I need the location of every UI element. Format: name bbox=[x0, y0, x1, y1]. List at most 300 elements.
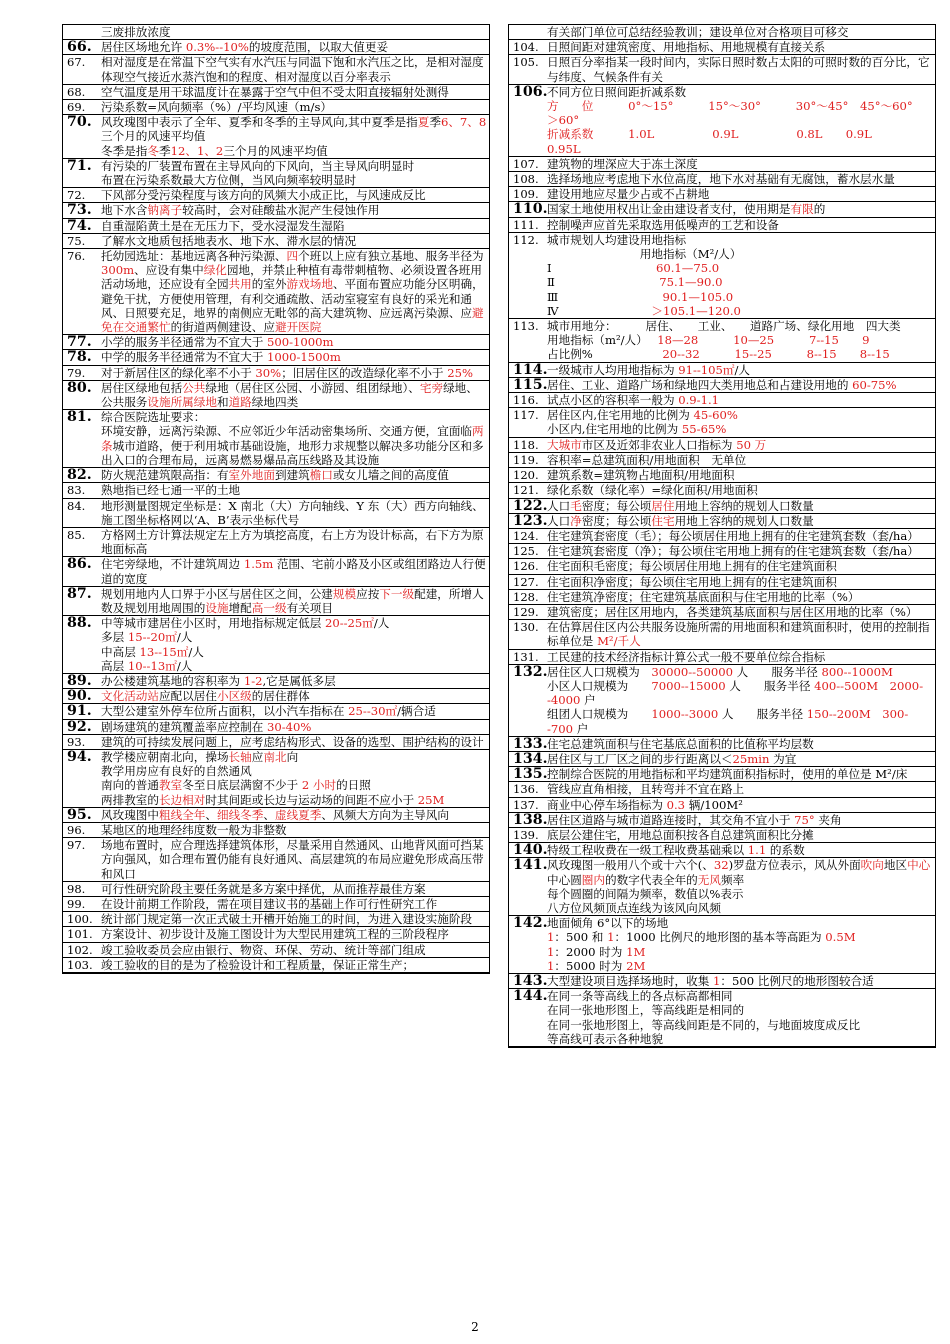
item-line bbox=[101, 55, 487, 83]
item-line bbox=[547, 187, 933, 201]
body-text: 建筑系数=建筑物占地面积/用地面积 bbox=[547, 468, 735, 483]
item-number: 126. bbox=[509, 559, 545, 574]
body-text: 应按 bbox=[356, 586, 380, 601]
body-text: 场地布置时，应合理选择建筑体形，尽量采用自然通风、山地背风面可挡某方向强风，如合理布置仍能有良好通风、高层建筑的布局应避免形成高压带和风口 bbox=[101, 838, 484, 881]
list-item bbox=[509, 468, 935, 483]
item-line bbox=[547, 665, 933, 679]
left-column bbox=[62, 24, 490, 974]
item-number: 143. bbox=[509, 974, 545, 989]
item-line bbox=[547, 752, 933, 766]
item-number: 139. bbox=[509, 827, 545, 842]
item-line bbox=[101, 159, 487, 173]
item-number: 105. bbox=[509, 55, 545, 84]
list-item bbox=[509, 620, 935, 649]
item-line bbox=[101, 173, 487, 187]
list-item bbox=[509, 187, 935, 202]
item-line bbox=[101, 188, 487, 202]
list-item bbox=[63, 84, 489, 99]
body-text: Ⅱ bbox=[547, 275, 660, 290]
item-line bbox=[547, 767, 933, 781]
body-text: Ⅳ bbox=[547, 303, 652, 318]
body-text: 在同一张地形图上，等高线间距是不同的，与地面坡度成反比 bbox=[547, 1017, 861, 1032]
item-line bbox=[547, 99, 936, 128]
list-item bbox=[509, 393, 935, 408]
body-text: /辆合适 bbox=[397, 704, 436, 719]
item-line bbox=[547, 945, 933, 959]
item-line bbox=[547, 40, 933, 54]
item-line bbox=[101, 897, 487, 911]
item-number: 131. bbox=[509, 649, 545, 664]
item-line bbox=[547, 233, 933, 247]
body-text: 占比例% bbox=[547, 347, 663, 362]
item-number: 132. bbox=[509, 664, 545, 736]
list-item bbox=[63, 468, 489, 483]
body-text: 人 服务半径 bbox=[725, 678, 815, 693]
item-text bbox=[545, 483, 935, 498]
item-number: 76. bbox=[63, 249, 99, 335]
body-text: ：500 和 bbox=[554, 930, 608, 945]
body-text: 风玫瑰图中表示了全年、夏季和冬季的主导风向,其中夏季是指 bbox=[101, 115, 418, 130]
body-text: 、应设有集中 bbox=[134, 263, 204, 278]
highlight-text: 25--30㎡ bbox=[348, 704, 398, 719]
item-number: 73. bbox=[63, 203, 99, 218]
highlight-text: 居住 bbox=[651, 498, 675, 513]
item-text bbox=[545, 187, 935, 202]
body-text: 居住区内,住宅用地的比例为 bbox=[547, 408, 694, 423]
list-item bbox=[509, 156, 935, 171]
item-text bbox=[99, 616, 489, 674]
highlight-text: 13--15㎡ bbox=[139, 644, 189, 659]
highlight-text: 避开医院 bbox=[274, 320, 322, 335]
body-text: 用地上容纳的规划人口数量 bbox=[674, 498, 814, 513]
item-number: 127. bbox=[509, 574, 545, 589]
body-text: 综合医院选址要求： bbox=[101, 410, 206, 425]
page-number: 2 bbox=[471, 1320, 479, 1334]
body-text: 地区 bbox=[883, 858, 908, 873]
item-text bbox=[99, 704, 489, 719]
item-number: 137. bbox=[509, 797, 545, 812]
left-items bbox=[63, 25, 489, 973]
list-item bbox=[63, 218, 489, 233]
item-line bbox=[547, 1003, 933, 1017]
highlight-text: 两条 bbox=[101, 424, 484, 453]
item-text bbox=[545, 620, 935, 649]
item-text bbox=[99, 822, 489, 837]
body-text: 办公楼建筑基地的容积率为 bbox=[101, 673, 244, 688]
item-line bbox=[547, 347, 933, 361]
list-item bbox=[63, 927, 489, 942]
highlight-text: 2M bbox=[626, 958, 646, 973]
highlight-text: 1M bbox=[626, 944, 646, 959]
list-item bbox=[509, 232, 935, 318]
body-text: 的数字代表全年的 bbox=[605, 872, 698, 887]
body-text: 居住区道路与城市道路连接时，其交角不宜小于 bbox=[547, 812, 795, 827]
highlight-text: 虚线夏季 bbox=[274, 807, 322, 822]
item-number: 74. bbox=[63, 218, 99, 233]
item-line bbox=[101, 85, 487, 99]
item-line bbox=[101, 100, 487, 114]
item-number: 128. bbox=[509, 589, 545, 604]
item-number: 107. bbox=[509, 156, 545, 171]
highlight-text: 55-65% bbox=[681, 422, 727, 437]
body-text: 的系数 bbox=[766, 843, 805, 858]
highlight-text: 无风 bbox=[697, 872, 721, 887]
body-text: 试点小区的容积率一般为 bbox=[547, 393, 679, 408]
list-item bbox=[509, 362, 935, 377]
item-text bbox=[99, 218, 489, 233]
item-line bbox=[101, 645, 487, 659]
item-text bbox=[545, 498, 935, 513]
highlight-text: 室外地面 bbox=[228, 468, 275, 483]
item-line bbox=[547, 202, 933, 216]
list-item bbox=[509, 559, 935, 574]
item-text bbox=[99, 25, 489, 40]
body-text: 不同方位日照间距折减系数 bbox=[547, 84, 687, 99]
highlight-text: 150--200M 300--700 bbox=[547, 707, 909, 736]
item-number: 144. bbox=[509, 989, 545, 1047]
body-text: 有关部门单位可总结经验教训；建设单位对合格项目可移交 bbox=[547, 25, 849, 39]
item-text bbox=[99, 483, 489, 498]
item-line bbox=[547, 499, 933, 513]
list-item bbox=[63, 838, 489, 882]
item-text bbox=[545, 393, 935, 408]
highlight-text: 12、1、2 bbox=[170, 143, 224, 158]
item-text bbox=[545, 468, 935, 483]
list-item bbox=[63, 498, 489, 527]
list-item bbox=[63, 896, 489, 911]
item-number: 106. bbox=[509, 84, 545, 156]
item-text bbox=[99, 586, 489, 615]
item-number: 117. bbox=[509, 408, 545, 437]
item-text bbox=[545, 989, 935, 1047]
item-number: 140. bbox=[509, 843, 545, 858]
body-text: 住宅旁绿地，不计建筑周边 bbox=[101, 557, 244, 572]
item-line bbox=[101, 528, 487, 556]
body-text: 方格网土方计算法规定左上方为填挖高度，右上方为设计标高，右下方为原地面标高 bbox=[101, 527, 484, 557]
list-item bbox=[509, 452, 935, 467]
body-text: 户 bbox=[573, 721, 589, 736]
body-text: 居住区与工厂区之间的步行距离以＜ bbox=[547, 751, 733, 766]
highlight-text: 细线冬季 bbox=[216, 807, 264, 822]
item-line bbox=[101, 203, 487, 217]
item-line bbox=[547, 737, 933, 751]
item-text bbox=[99, 807, 489, 822]
item-line bbox=[547, 55, 933, 83]
body-text: 和 bbox=[216, 395, 229, 410]
body-text: 多层 bbox=[101, 630, 128, 645]
item-line bbox=[547, 901, 933, 915]
item-text bbox=[545, 827, 935, 842]
item-line bbox=[101, 350, 487, 364]
item-text bbox=[545, 767, 935, 782]
highlight-text: 0.3%--10% bbox=[185, 40, 249, 55]
item-line bbox=[101, 704, 487, 718]
highlight-text: 25M bbox=[417, 792, 445, 807]
body-text: 在估算居住区内公共服务设施所需的用地面积和建筑面积时，使用的控制指标单位是 bbox=[547, 620, 930, 649]
body-text: 住宅建筑净密度；住宅建筑基底面积与住宅用地的比率（%） bbox=[547, 589, 860, 604]
item-number: 118. bbox=[509, 437, 545, 452]
item-line bbox=[101, 630, 487, 644]
body-text: /人 bbox=[188, 644, 204, 659]
item-number: 77. bbox=[63, 335, 99, 350]
item-text bbox=[99, 410, 489, 468]
list-item bbox=[63, 527, 489, 556]
list-item bbox=[509, 989, 935, 1047]
item-text bbox=[545, 604, 935, 619]
body-text: 一级城市人均用地指标为 bbox=[547, 362, 679, 377]
highlight-text: 1 bbox=[547, 944, 555, 959]
list-item bbox=[509, 25, 935, 40]
item-number: 95. bbox=[63, 807, 99, 822]
body-text: 地形测量图规定坐标是：X 南北（大）方向轴线、Y 东（大）西方向轴线、施工图坐标格网以‘A、B’表示坐标代号 bbox=[101, 498, 484, 527]
body-text: 某地区的地理经纬度数一般为非整数 bbox=[101, 822, 287, 837]
highlight-text: 400--500M 2000--4000 bbox=[547, 678, 924, 708]
item-number: 109. bbox=[509, 187, 545, 202]
list-item bbox=[63, 957, 489, 972]
item-line bbox=[547, 438, 933, 452]
item-text bbox=[99, 942, 489, 957]
item-number: 133. bbox=[509, 736, 545, 751]
item-line bbox=[101, 838, 487, 881]
highlight-text: 檐口 bbox=[309, 468, 333, 483]
body-text: 地下水含 bbox=[101, 203, 148, 218]
item-number: 100. bbox=[63, 912, 99, 927]
body-text: 用地上容纳的规划人口数量 bbox=[674, 513, 814, 528]
item-number: 136. bbox=[509, 782, 545, 797]
body-text: )罗盘方位表示，风从外面 bbox=[728, 858, 861, 873]
item-line bbox=[547, 1032, 933, 1046]
list-item bbox=[63, 410, 489, 468]
body-text: 住宅建筑套密度（毛）；每公顷居住用地上拥有的住宅建筑套数（套/ha） bbox=[547, 528, 919, 543]
item-line bbox=[547, 468, 933, 482]
body-text: 住宅面积毛密度；每公顷居住用地上拥有的住宅建筑面积 bbox=[547, 559, 837, 574]
item-line bbox=[101, 249, 487, 334]
item-number: 71. bbox=[63, 158, 99, 187]
item-number: 66. bbox=[63, 40, 99, 55]
item-text bbox=[545, 319, 935, 363]
body-text: 有污染的厂装置布置在主导风向的下风向，当主导风向明显时 bbox=[101, 158, 415, 173]
item-number: 103. bbox=[63, 957, 99, 972]
list-item bbox=[509, 604, 935, 619]
item-line bbox=[101, 219, 487, 233]
item-text bbox=[545, 843, 935, 858]
highlight-text: 吹向 bbox=[860, 858, 884, 873]
item-text bbox=[99, 527, 489, 556]
body-text: 管线应直角相接，且转弯并不宜在路上 bbox=[547, 782, 745, 797]
item-line bbox=[547, 333, 933, 347]
body-text: 风玫瑰图一般用八个或十六个(、 bbox=[547, 858, 714, 873]
body-text: 熟地指已经七通一平的土地 bbox=[101, 483, 241, 498]
item-text bbox=[545, 559, 935, 574]
item-line bbox=[547, 127, 933, 155]
item-number: 122. bbox=[509, 498, 545, 513]
highlight-text: 300m bbox=[101, 263, 135, 278]
highlight-text: 道路 bbox=[228, 395, 252, 410]
item-line bbox=[101, 882, 487, 896]
body-text: 三个月的风速平均值 bbox=[101, 129, 206, 144]
item-line bbox=[101, 793, 487, 807]
list-item bbox=[509, 751, 935, 766]
list-item bbox=[509, 55, 935, 84]
item-text bbox=[545, 589, 935, 604]
item-text bbox=[545, 25, 935, 40]
highlight-text: 7000--15000 bbox=[651, 678, 726, 693]
item-text bbox=[99, 335, 489, 350]
body-text: 在设计前期工作阶段，需在项目建议书的基础上作可行性研究工作 bbox=[101, 896, 438, 911]
item-number: 130. bbox=[509, 620, 545, 649]
highlight-text: 1 bbox=[713, 974, 721, 988]
body-text: 大型建设项目选择场地时，收集 bbox=[547, 974, 713, 988]
item-number: 113. bbox=[509, 319, 545, 363]
body-text: 夹角 bbox=[814, 812, 842, 827]
item-text bbox=[545, 452, 935, 467]
item-line bbox=[547, 559, 933, 573]
list-item bbox=[63, 115, 489, 159]
item-number: 102. bbox=[63, 942, 99, 957]
body-text: 竣工验收委员会应由银行、物资、环保、劳动、统计等部门组成 bbox=[101, 942, 426, 957]
body-text: 季 bbox=[159, 143, 171, 158]
item-number bbox=[509, 25, 545, 40]
item-text bbox=[545, 797, 935, 812]
item-line bbox=[547, 813, 933, 827]
list-item bbox=[63, 483, 489, 498]
highlight-text: 90.1—105.0 bbox=[662, 289, 734, 304]
body-text: 较高时，会对硅酸盐水泥产生侵蚀作用 bbox=[182, 203, 380, 218]
list-item bbox=[63, 719, 489, 734]
list-item bbox=[509, 767, 935, 782]
highlight-text: 教室 bbox=[158, 778, 183, 793]
body-text: 的街道两侧建设、应 bbox=[170, 320, 275, 335]
highlight-text: 高一级 bbox=[251, 600, 287, 615]
list-item bbox=[509, 649, 935, 664]
highlight-text: 30% bbox=[255, 365, 282, 380]
body-text: 国家土地使用权出让金由建设者支付，使用期是 bbox=[547, 202, 791, 217]
body-text: 个班以上应有独立基地、服务半径为 bbox=[298, 249, 484, 264]
list-item bbox=[509, 664, 935, 736]
item-text bbox=[545, 974, 935, 989]
list-item bbox=[509, 217, 935, 232]
body-text: 两排教室的 bbox=[101, 792, 159, 807]
item-line bbox=[547, 304, 933, 318]
body-text: 住宅建筑套密度（净）；每公顷住宅用地上拥有的住宅建筑套数（套/ha） bbox=[547, 544, 919, 559]
body-text: 商业中心停车场指标为 bbox=[547, 797, 667, 812]
item-line bbox=[547, 620, 933, 648]
item-text bbox=[545, 916, 935, 974]
body-text: 季 bbox=[429, 115, 441, 130]
body-text: 八方位风频顶点连线为该风向风频 bbox=[547, 900, 721, 915]
highlight-text: 折减系数 1.0L 0.9L 0.8L 0.9L 0.95L bbox=[547, 127, 907, 156]
item-text bbox=[545, 544, 935, 559]
body-text: 空气温度是用干球温度计在暴露于空气中但不受太阳直接辐射处测得 bbox=[101, 84, 449, 99]
item-text bbox=[99, 203, 489, 218]
item-line bbox=[101, 750, 487, 764]
body-text: 在同一张地形图上，等高线距是相同的 bbox=[547, 1003, 745, 1018]
item-line bbox=[101, 483, 487, 497]
item-text bbox=[545, 858, 935, 916]
item-number: 70. bbox=[63, 115, 99, 159]
item-line bbox=[547, 873, 933, 887]
highlight-text: ＞105.1—120.0 bbox=[651, 303, 741, 318]
highlight-text: 1 bbox=[547, 958, 555, 973]
body-text: 居住区绿地包括 bbox=[101, 380, 183, 395]
item-text bbox=[545, 574, 935, 589]
highlight-text: 20--25㎡ bbox=[324, 616, 374, 631]
list-item bbox=[509, 827, 935, 842]
list-item bbox=[63, 40, 489, 55]
item-line bbox=[547, 514, 933, 528]
body-text: /人 bbox=[176, 658, 193, 673]
item-line bbox=[547, 453, 933, 467]
body-text: /人 bbox=[176, 630, 193, 645]
body-text: 为宜 bbox=[769, 751, 797, 766]
body-text: 小学的服务半径通常为不宜大于 bbox=[101, 335, 267, 350]
item-text bbox=[545, 736, 935, 751]
body-text: 每个圆圈的间隔为频率，数值以%表示 bbox=[547, 886, 744, 901]
item-number: 67. bbox=[63, 55, 99, 84]
item-line bbox=[547, 483, 933, 497]
highlight-text: 0.5M bbox=[825, 930, 856, 945]
body-text: 住宅面积净密度；每公顷住宅用地上拥有的住宅建筑面积 bbox=[547, 574, 837, 589]
body-text: 高层 bbox=[101, 658, 128, 673]
body-text: 绿地、公共服务 bbox=[101, 380, 478, 410]
item-text bbox=[545, 55, 935, 84]
highlight-text: 圈内 bbox=[581, 872, 605, 887]
item-text bbox=[99, 498, 489, 527]
item-number: 115. bbox=[509, 377, 545, 392]
body-text: 防火规范建筑限高指：有 bbox=[101, 468, 229, 483]
body-text: 组团人口规模为 bbox=[547, 707, 652, 722]
body-text: 建筑的可持续发展问题上，应考虑结构形式、设备的选型、围护结构的设计 bbox=[101, 734, 484, 749]
item-text bbox=[545, 202, 935, 217]
item-text bbox=[545, 84, 935, 156]
item-number: 114. bbox=[509, 362, 545, 377]
body-text: 三废排放浓度 bbox=[101, 25, 171, 39]
item-text bbox=[545, 751, 935, 766]
body-text: 居住、工业、道路广场和绿地四大类用地总和占建设用地的 bbox=[547, 377, 853, 392]
item-text bbox=[99, 40, 489, 55]
body-text: ；旧居住区的改造绿化率不小于 bbox=[281, 365, 448, 380]
highlight-text: 75° bbox=[794, 812, 815, 827]
body-text: ,它是属低多层 bbox=[262, 673, 336, 688]
list-item bbox=[63, 233, 489, 248]
body-text: 环境安静，远离污染源、不应邻近少年活动密集场所、交通方便，宜面临 bbox=[101, 424, 473, 439]
item-text bbox=[545, 782, 935, 797]
item-text bbox=[99, 468, 489, 483]
body-text: ：500 比例尺的地形图较合适 bbox=[720, 974, 874, 988]
item-text bbox=[545, 377, 935, 392]
highlight-text: 60.1—75.0 bbox=[655, 261, 720, 276]
body-text: 剧场建筑的建筑覆盖率应控制在 bbox=[101, 719, 267, 734]
highlight-text: 长轴 bbox=[228, 749, 252, 764]
item-number: 92. bbox=[63, 719, 99, 734]
list-item bbox=[63, 249, 489, 335]
body-text: 建筑密度；居住区用地内，各类建筑基底面积与居住区用地的比率（%） bbox=[547, 604, 918, 619]
list-item bbox=[63, 335, 489, 350]
body-text: /人 bbox=[734, 362, 751, 377]
highlight-text: 30-40% bbox=[267, 719, 312, 734]
body-text: 教学用房应有良好的自然通风 bbox=[101, 764, 252, 779]
list-item bbox=[509, 574, 935, 589]
highlight-text: 1.1 bbox=[747, 843, 767, 858]
item-number: 99. bbox=[63, 896, 99, 911]
item-number: 96. bbox=[63, 822, 99, 837]
body-text: 、 bbox=[205, 807, 217, 822]
body-text: Ⅰ bbox=[547, 261, 656, 276]
body-text: 托幼园选址：基地远离各种污染源、 bbox=[101, 249, 287, 264]
body-text: 容积率=总建筑面积/用地面积 无单位 bbox=[547, 452, 747, 467]
item-line bbox=[547, 261, 933, 275]
highlight-text: 共用 bbox=[228, 277, 252, 292]
